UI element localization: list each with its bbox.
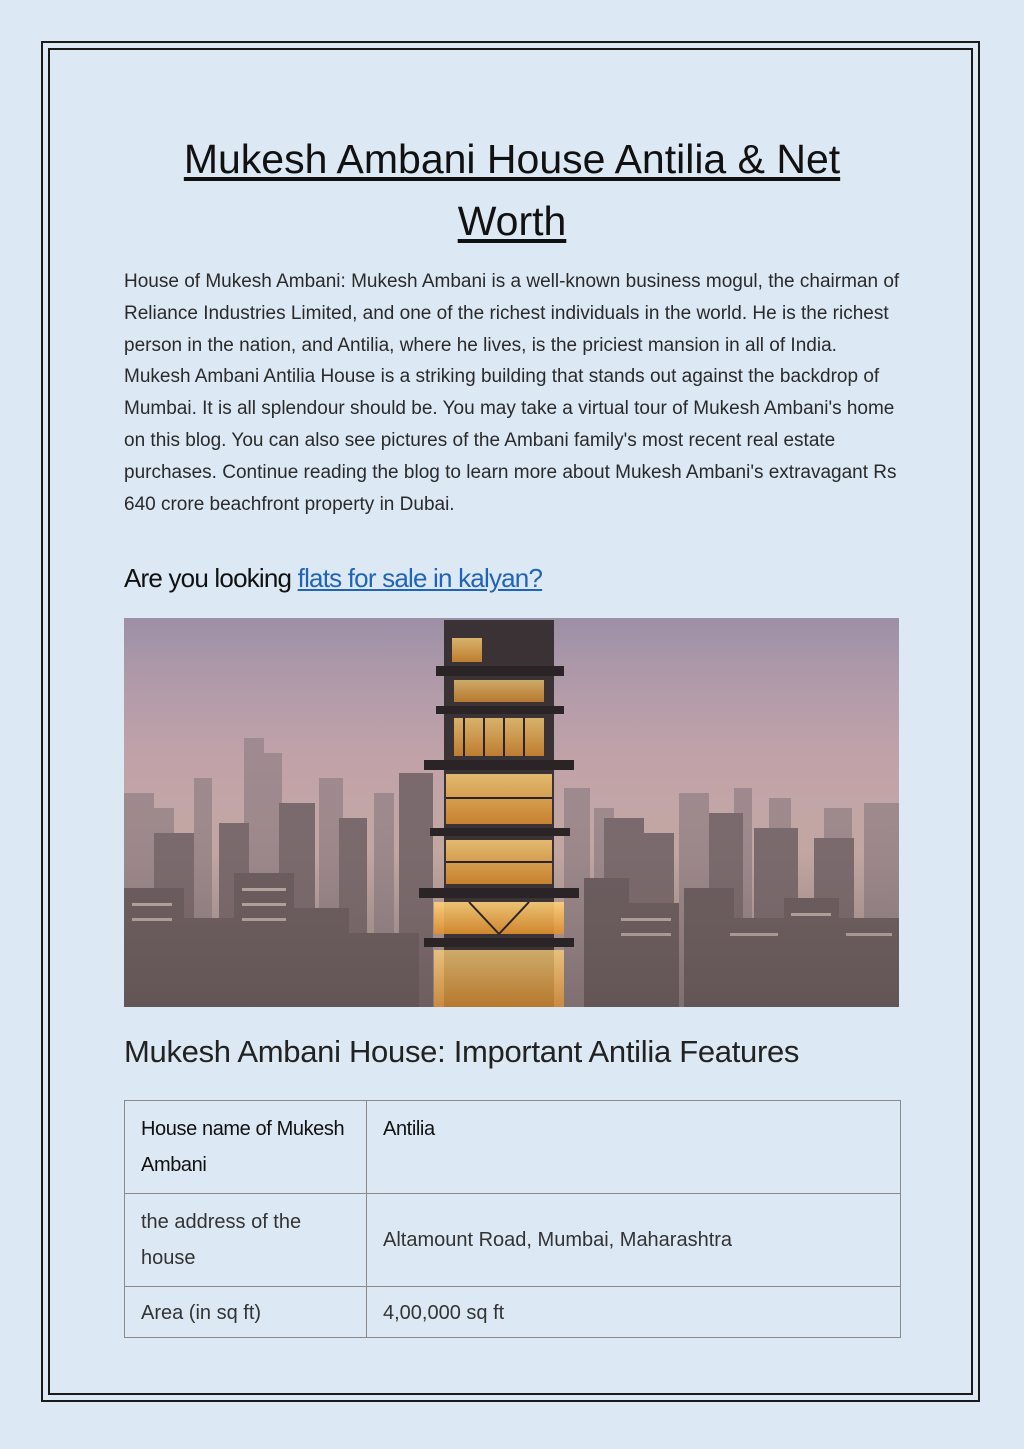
intro-paragraph: House of Mukesh Ambani: Mukesh Ambani is a well-known business mogul, the chairman of Reliance Industries Limited, and one of the richest individuals in the world. He is the richest person in the nation, and Antilia, where he lives, is the priciest mansion in all of India. Mukesh Ambani Antilia House is a striking building that stands out against the backdrop of Mumbai. It is all splendour should be. You may take a virtual tour of Mukesh Ambani's home on this blog. You can also see pictures of the Ambani family's most recent real estate purchases. Continue reading the blog to learn more about Mukesh Ambani's extravagant Rs 640 crore beachfront property in Dubai. xyxy=(124,271,900,515)
table-cell: Antilia xyxy=(367,1101,901,1194)
flats-for-sale-link[interactable]: flats for sale in kalyan? xyxy=(297,563,543,593)
antilia-photo xyxy=(124,618,899,1007)
table-cell: House name of Mukesh Ambani xyxy=(125,1101,367,1194)
document-title: Mukesh Ambani House Antilia & Net Worth xyxy=(183,136,841,244)
table-cell: the address of the house xyxy=(125,1194,367,1287)
table-cell: Area (in sq ft) xyxy=(125,1287,367,1338)
promo-text: Are you looking xyxy=(124,563,298,593)
table-cell: Altamount Road, Mumbai, Maharashtra xyxy=(367,1194,901,1287)
table-cell: 4,00,000 sq ft xyxy=(367,1287,901,1338)
table-row xyxy=(125,1101,901,1194)
table-row xyxy=(125,1194,901,1287)
table-row xyxy=(125,1287,901,1338)
promo-heading xyxy=(124,563,542,594)
features-table xyxy=(124,1100,901,1338)
features-heading: Mukesh Ambani House: Important Antilia Features xyxy=(124,1034,800,1069)
